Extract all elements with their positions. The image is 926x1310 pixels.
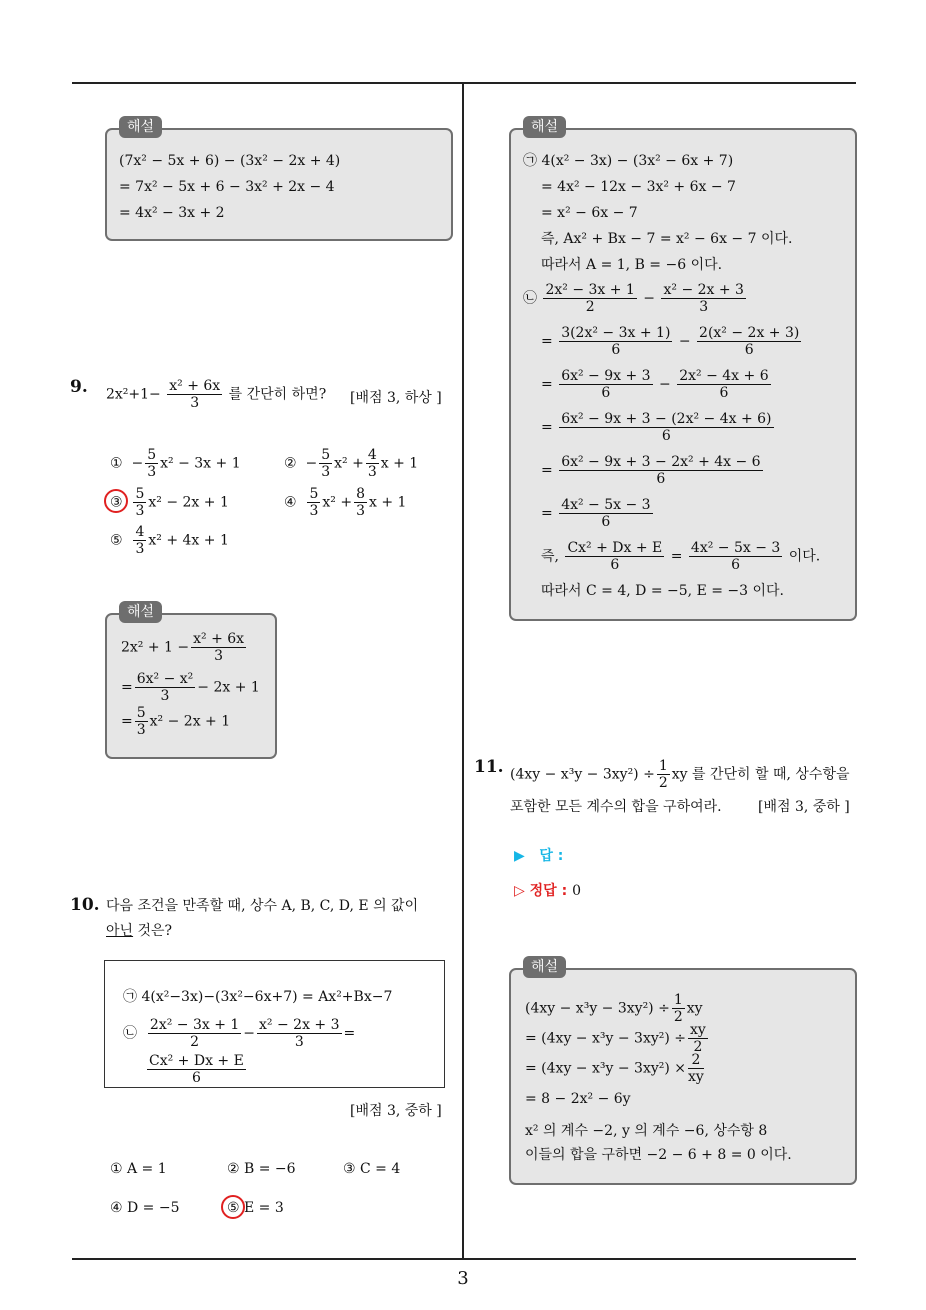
page-number: 3 bbox=[457, 1268, 469, 1289]
choice-10-1[interactable]: ① A = 1 bbox=[110, 1161, 167, 1177]
solution-line: (4xy − x³y − 3xy²) ÷ $\frac{1}{2}$ xy bbox=[525, 992, 703, 1025]
solution-line: 이들의 합을 구하면 −2 − 6 + 8 = 0 이다. bbox=[525, 1147, 792, 1163]
solution-line: ㉠ 4(x² − 3x) − (3x² − 6x + 7) bbox=[523, 153, 734, 169]
choice-10-2[interactable]: ② B = −6 bbox=[227, 1161, 296, 1177]
question-10-text: 다음 조건을 만족할 때, 상수 A, B, C, D, E 의 값이 bbox=[106, 898, 419, 914]
solution-tag: 해설 bbox=[119, 116, 162, 138]
q9-suffix: 를 간단히 하면? bbox=[228, 386, 327, 403]
choice-10-4[interactable]: ④ D = −5 bbox=[110, 1200, 180, 1216]
solution-line: 즉, $\frac{\text{Cx² + Dx + E}}{6}$ = $\frac{\text{4x² − 5x − 3}}{6}$ 이다. bbox=[541, 540, 821, 573]
solution-tag: 해설 bbox=[523, 116, 566, 138]
question-11-text: (4xy − x³y − 3xy²) ÷ $\frac{1}{2}$ xy 를 간단히 할 때, 상수항을 bbox=[510, 758, 850, 791]
condition-1: ㉠ 4(x²−3x)−(3x²−6x+7) = Ax²+Bx−7 bbox=[123, 989, 393, 1005]
solution-line: = $\frac{\text{6x² − 9x + 3}}{6}$ − $\frac{\text{2x² − 4x + 6}}{6}$ bbox=[541, 368, 769, 401]
solution-line: = $\frac{\text{3(2x² − 3x + 1)}}{6}$ − $\frac{\text{2(x² − 2x + 3)}}{6}$ bbox=[541, 325, 800, 358]
solution-line: 즉, Ax² + Bx − 7 = x² − 6x − 7 이다. bbox=[541, 231, 793, 247]
solution-line: = $\frac{5}{3}$ x² − 2x + 1 bbox=[121, 705, 231, 738]
selected-answer-mark bbox=[221, 1195, 245, 1219]
solution-line: = x² − 6x − 7 bbox=[541, 205, 638, 221]
question-number-11: 11. bbox=[474, 757, 504, 777]
solution-line: 따라서 A = 1, B = −6 이다. bbox=[541, 257, 723, 273]
solution-line: = 8 − 2x² − 6y bbox=[525, 1091, 631, 1107]
correct-answer-row: ▷ 정답 : 0 bbox=[514, 883, 581, 899]
choice-9-3[interactable]: ③ $\frac{5}{3}$ x² − 2x + 1 bbox=[110, 486, 229, 519]
q9-prefix: 2x²+1− bbox=[106, 386, 161, 403]
solution-line: = $\frac{\text{6x² − 9x + 3 − 2x² + 4x − 6}}{6}$ bbox=[541, 454, 761, 487]
solution-line: = 4x² − 12x − 3x² + 6x − 7 bbox=[541, 179, 736, 195]
solution-line: = $\frac{\text{4x² − 5x − 3}}{6}$ bbox=[541, 497, 651, 530]
column-divider bbox=[462, 84, 464, 1258]
answer-row[interactable]: ▶ 답 : bbox=[514, 848, 564, 864]
solution-box-9 bbox=[105, 613, 277, 759]
condition-2: ㉡ $\frac{\text{2x² − 3x + 1}}{2}$ − $\frac{\text{x² − 2x + 3}}{3}$ = bbox=[123, 1017, 356, 1050]
solution-line: = $\frac{\text{6x² − 9x + 3 − (2x² − 4x + 6)}}{6}$ bbox=[541, 411, 772, 444]
bottom-rule bbox=[72, 1258, 856, 1260]
choice-10-3[interactable]: ③ C = 4 bbox=[343, 1161, 401, 1177]
choice-9-2[interactable]: ② − $\frac{5}{3}$ x² + $\frac{4}{3}$ x + 1 bbox=[284, 447, 419, 480]
top-rule bbox=[72, 82, 856, 84]
solution-line: x² 의 계수 −2, y 의 계수 −6, 상수항 8 bbox=[525, 1123, 768, 1139]
choice-9-5[interactable]: ⑤ $\frac{4}{3}$ x² + 4x + 1 bbox=[110, 524, 229, 557]
condition-2-continued: $\frac{\text{Cx² + Dx + E}}{6}$ bbox=[149, 1053, 244, 1086]
question-9-score: [배점 3, 하상 ] bbox=[350, 390, 442, 406]
question-11-score: [배점 3, 중하 ] bbox=[758, 799, 850, 815]
question-10-text-2: 아닌 것은? bbox=[106, 923, 173, 939]
q9-fraction: $\frac{\text{x² + 6x}}{3}$ bbox=[169, 378, 221, 411]
choice-10-5[interactable]: ⑤ E = 3 bbox=[227, 1200, 284, 1216]
solution-line: ㉡ $\frac{\text{2x² − 3x + 1}}{2}$ − $\frac{\text{x² − 2x + 3}}{3}$ bbox=[523, 282, 744, 315]
solution-line: 2x² + 1 − $\frac{\text{x² + 6x}}{3}$ bbox=[121, 631, 245, 664]
solution-tag: 해설 bbox=[119, 601, 162, 623]
solution-line: = (4xy − x³y − 3xy²) ÷ $\frac{xy}{2}$ bbox=[525, 1022, 706, 1055]
conditions-box bbox=[104, 960, 445, 1088]
solution-box-11 bbox=[509, 968, 857, 1185]
choice-9-4[interactable]: ④ $\frac{5}{3}$ x² + $\frac{8}{3}$ x + 1 bbox=[284, 486, 407, 519]
selected-answer-mark bbox=[104, 489, 128, 513]
solution-line: (7x² − 5x + 6) − (3x² − 2x + 4) bbox=[119, 153, 341, 169]
choice-9-1[interactable]: ① − $\frac{5}{3}$ x² − 3x + 1 bbox=[110, 447, 241, 480]
solution-box-10 bbox=[509, 128, 857, 621]
outline-arrow-icon: ▷ bbox=[514, 883, 525, 899]
solution-tag: 해설 bbox=[523, 956, 566, 978]
solution-line: = $\frac{\text{6x² − x²}}{3}$ − 2x + 1 bbox=[121, 671, 260, 704]
question-9-text bbox=[106, 378, 326, 411]
solution-line: = 7x² − 5x + 6 − 3x² + 2x − 4 bbox=[119, 179, 335, 195]
solution-line: = (4xy − x³y − 3xy²) × $\frac{2}{xy}$ bbox=[525, 1052, 704, 1085]
solution-box-8 bbox=[105, 128, 453, 241]
solution-line: 따라서 C = 4, D = −5, E = −3 이다. bbox=[541, 583, 785, 599]
play-arrow-icon: ▶ bbox=[514, 848, 525, 864]
question-number-9: 9. bbox=[70, 377, 88, 397]
question-11-text-2: 포함한 모든 계수의 합을 구하여라. bbox=[510, 799, 722, 815]
solution-line: = 4x² − 3x + 2 bbox=[119, 205, 225, 221]
question-10-score: [배점 3, 중하 ] bbox=[350, 1103, 442, 1119]
question-number-10: 10. bbox=[70, 895, 100, 915]
